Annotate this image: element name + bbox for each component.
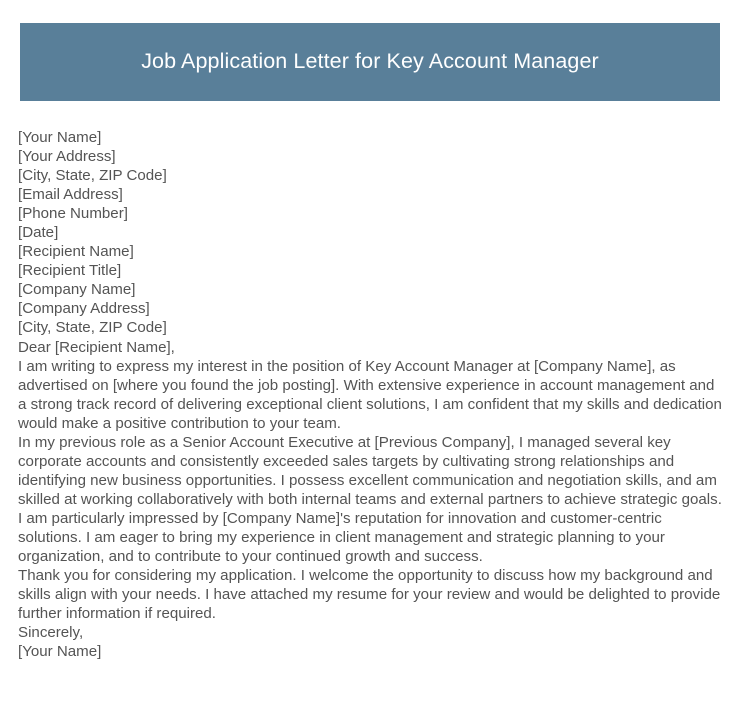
recipient-name: [Recipient Name] [18,243,134,261]
signature-name: [Your Name] [18,643,102,661]
sender-city-state-zip: [City, State, ZIP Code] [18,167,167,185]
body-paragraph-3: I am particularly impressed by [Company Name]'s reputation for innovation and customer-centric solutions. I am eager to bring my experience in client management and strategic planning to your organization, and to contribute to your continued growth and success. [18,509,665,566]
document-header-banner [20,23,720,101]
salutation: Dear [Recipient Name], [18,338,175,356]
sender-address: [Your Address] [18,148,116,166]
letter-date: [Date] [18,224,59,242]
body-paragraph-2: In my previous role as a Senior Account Executive at [Previous Company], I managed several key corporate accounts and consistently exceeded sales targets by cultivating strong relationships and identifying new business opportunities. I possess excellent communication and negotiation skills, and am skilled at working collaboratively with both internal teams and external partners to achieve strategic goals. [18,433,722,508]
body-paragraph-1: I am writing to express my interest in the position of Key Account Manager at [Company Name], as advertised on [where you found the job posting]. With extensive experience in account management and a strong track record of delivering exceptional client solutions, I am confident that my skills and dedication would make a positive contribution to your team. [18,357,722,432]
recipient-company-name: [Company Name] [18,281,136,299]
body-paragraph-4: Thank you for considering my application. I welcome the opportunity to discuss how my background and skills align with your needs. I have attached my resume for your review and would be delighted to provide further information if required. [18,567,721,623]
recipient-title: [Recipient Title] [18,262,122,280]
sender-phone: [Phone Number] [18,205,128,223]
sender-email: [Email Address] [18,186,123,204]
recipient-company-address: [Company Address] [18,300,150,318]
closing-salutation: Sincerely, [18,624,84,642]
page-title: Job Application Letter for Key Account Manager [141,49,599,74]
sender-name: [Your Name] [18,129,102,146]
letter-content [18,128,724,661]
recipient-city-state-zip: [City, State, ZIP Code] [18,319,167,337]
